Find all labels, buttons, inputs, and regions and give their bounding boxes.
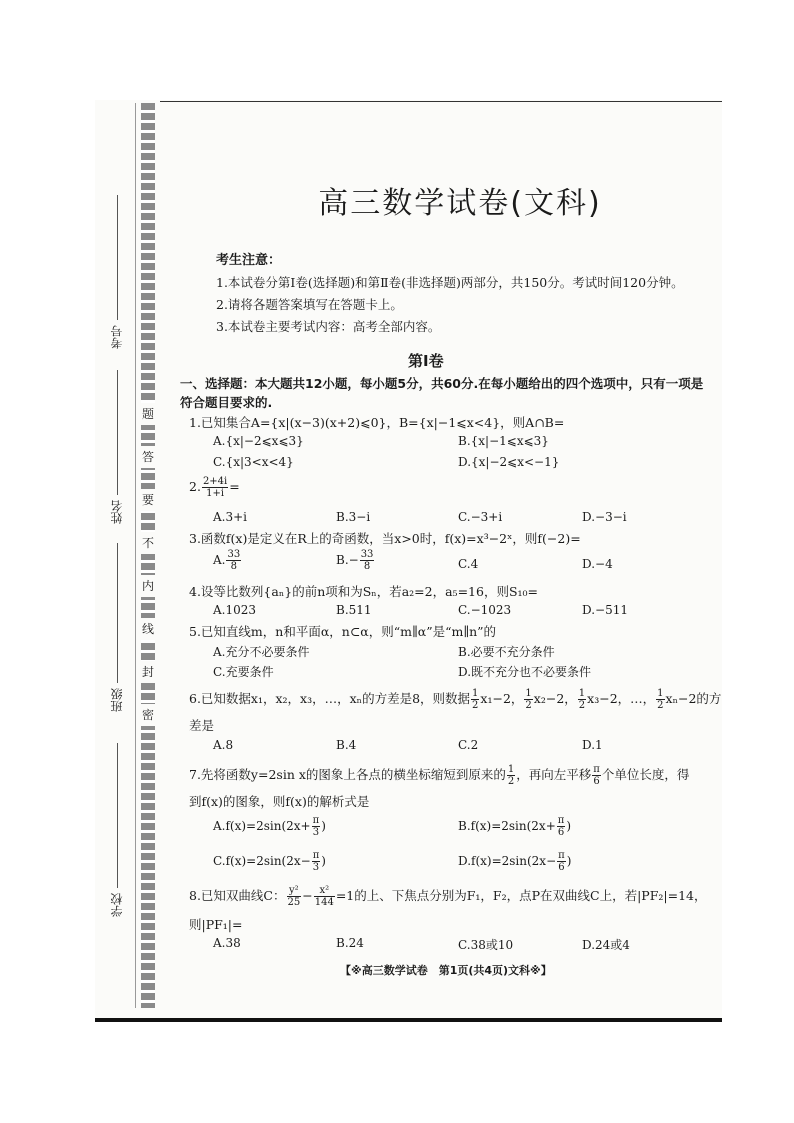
q8-option-a: A.38 — [213, 936, 241, 950]
q6-term-1: x₁−2， — [480, 691, 524, 706]
q7-stem-a: 7.先将函数y=2sin x的图象上各点的横坐标缩短到原来的 — [189, 767, 506, 782]
q4-option-b: B.511 — [336, 603, 372, 617]
q3-option-a-fraction — [226, 549, 241, 572]
q8-option-d: D.24或4 — [582, 938, 630, 952]
q7-option-d — [458, 850, 571, 873]
seal-char: 内 — [141, 575, 155, 597]
q2-option-d: D.−3−i — [582, 510, 627, 524]
q6-half-1 — [471, 688, 479, 711]
q4-option-c: C.−1023 — [458, 603, 512, 617]
q3-option-c: C.4 — [458, 557, 479, 571]
q6-half-2 — [524, 688, 532, 711]
q7-shift — [592, 764, 601, 787]
q7-c-post: ) — [321, 854, 326, 868]
q4-option-a: A.1023 — [213, 603, 257, 617]
q6-term-2: x₂−2， — [533, 691, 577, 706]
q8-post: =1的上、下焦点分别为F₁，F₂，点P在双曲线C上，若|PF₂|=14， — [335, 888, 707, 903]
exam-number-field — [108, 325, 128, 352]
q8-minus: − — [302, 888, 313, 903]
q7-shift-den: 6 — [593, 776, 600, 787]
q6-half-den: 2 — [525, 700, 532, 711]
q6-half-num: 1 — [657, 688, 664, 699]
q7-a-pre: A.f(x)=2sin(2x+ — [213, 819, 311, 833]
seal-char: 不 — [141, 532, 155, 554]
q6-half-den: 2 — [578, 700, 586, 711]
q3-option-b — [336, 549, 375, 572]
q7-a-fraction — [312, 815, 321, 838]
q2-tail: = — [229, 479, 240, 494]
question-2-stem — [189, 476, 240, 499]
q6-option-d: D.1 — [582, 738, 603, 752]
q7-b-num: π — [557, 815, 565, 826]
q8-fraction-2 — [314, 885, 335, 908]
seal-char: 题 — [141, 403, 155, 425]
q7-option-b — [458, 815, 571, 838]
school-field — [108, 893, 128, 920]
q8-f2-den: 144 — [314, 897, 334, 908]
q6-option-a: A.8 — [213, 738, 234, 752]
seal-char: 密 — [141, 704, 155, 726]
top-rule — [160, 101, 722, 102]
q5-option-b: B.必要不充分条件 — [458, 645, 555, 659]
q8-option-b: B.24 — [336, 936, 364, 950]
q1-option-a: A.{x|−2⩽x⩽3} — [213, 434, 304, 448]
exam-number-blank[interactable] — [117, 195, 118, 320]
school-label: 学校 — [110, 893, 124, 917]
q1-option-d: D.{x|−2⩽x<−1} — [458, 455, 560, 469]
q3-option-d: D.−4 — [582, 557, 613, 571]
q6-option-c: C.2 — [458, 738, 479, 752]
q6-half-den: 2 — [472, 700, 479, 711]
notice-item: 2.请将各题答案填写在答题卡上。 — [216, 297, 403, 312]
q7-b-fraction — [557, 815, 566, 838]
q8-f1-den: 25 — [287, 897, 301, 908]
q6-term-3: x₃−2，…， — [587, 691, 656, 706]
question-7-stem — [189, 764, 689, 787]
q6-term-4: xₙ−2的方 — [665, 691, 722, 706]
q6-stem-a: 6.已知数据x₁，x₂，x₃，…，xₙ的方差是8，则数据 — [189, 691, 471, 706]
q7-stem-b: 到f(x)的图象，则f(x)的解析式是 — [189, 794, 370, 809]
q7-option-c — [213, 850, 326, 873]
q7-d-fraction — [557, 850, 566, 873]
q3-option-b-prefix: B.− — [336, 553, 359, 567]
page-footer: 【※高三数学试卷 第1页(共4页)文科※】 — [340, 964, 552, 977]
q6-half-num: 1 — [472, 688, 479, 699]
exam-number-label: 考号 — [110, 325, 124, 349]
q7-b-den: 6 — [557, 827, 565, 838]
q8-stem-b: 则|PF₁|= — [189, 917, 243, 932]
question-4-stem: 4.设等比数列{aₙ}的前n项和为Sₙ，若a₂=2，a₅=16，则S₁₀= — [189, 584, 539, 599]
q6-half-num: 1 — [578, 688, 586, 699]
q7-half-den: 2 — [507, 776, 515, 787]
question-3-stem: 3.函数f(x)是定义在R上的奇函数，当x>0时，f(x)=x³−2ˣ，则f(−2)= — [189, 531, 581, 546]
name-blank[interactable] — [117, 370, 118, 495]
q8-pre: 8.已知双曲线C： — [189, 888, 286, 903]
q7-shift-num: π — [593, 764, 600, 775]
question-8-stem — [189, 885, 706, 908]
q3-option-a-prefix: A. — [213, 553, 226, 567]
q7-d-den: 6 — [558, 862, 565, 873]
q3-b-denominator: 8 — [363, 561, 371, 572]
q3-a-numerator: 33 — [227, 549, 241, 560]
q8-f1-num: y² — [287, 885, 302, 897]
q6-stem-b: 差是 — [189, 718, 215, 733]
q2-option-c: C.−3+i — [458, 510, 503, 524]
q7-b-post: ) — [566, 819, 572, 833]
q5-option-d: D.既不充分也不必要条件 — [458, 665, 592, 679]
q3-a-denominator: 8 — [230, 561, 238, 572]
binding-line — [135, 103, 136, 1008]
scanned-page — [95, 100, 722, 1022]
q1-option-c: C.{x|3<x<4} — [213, 455, 294, 469]
q6-half-3 — [578, 688, 586, 711]
q7-d-num: π — [558, 850, 565, 861]
q7-c-den: 3 — [312, 862, 320, 873]
q2-fraction — [202, 476, 228, 499]
q8-fraction-1 — [287, 885, 302, 908]
binding-strip — [141, 103, 155, 1008]
q6-option-b: B.4 — [336, 738, 357, 752]
question-1-stem: 1.已知集合A={x|(x−3)(x+2)⩽0}，B={x|−1⩽x<4}，则A∩B= — [189, 415, 565, 430]
question-5-stem: 5.已知直线m，n和平面α，n⊂α，则“m∥α”是“m∥n”的 — [189, 624, 497, 639]
q2-numerator: 2+4i — [202, 476, 228, 487]
q7-a-den: 3 — [312, 827, 320, 838]
class-field — [108, 688, 128, 715]
q3-option-b-fraction — [360, 549, 375, 572]
class-label: 班级 — [110, 688, 124, 712]
question-6-stem — [189, 688, 721, 711]
seal-char: 答 — [141, 446, 155, 468]
q7-b-pre: B.f(x)=2sin(2x+ — [458, 819, 556, 833]
notice-item: 1.本试卷分第Ⅰ卷(选择题)和第Ⅱ卷(非选择题)两部分，共150分。考试时间120分钟。 — [216, 275, 684, 290]
q2-number: 2. — [189, 479, 201, 494]
seal-char: 封 — [141, 661, 155, 683]
q7-c-num: π — [312, 850, 320, 861]
volume-heading: 第Ⅰ卷 — [408, 352, 444, 370]
q6-half-den: 2 — [657, 700, 664, 711]
q7-d-post: ) — [566, 854, 572, 868]
q8-option-c: C.38或10 — [458, 938, 514, 952]
q7-d-pre: D.f(x)=2sin(2x− — [458, 854, 557, 868]
exam-title: 高三数学试卷(文科) — [318, 186, 602, 221]
name-field — [108, 500, 128, 527]
q6-half-4 — [656, 688, 664, 711]
q7-a-post: ) — [321, 819, 326, 833]
notice-item: 3.本试卷主要考试内容：高考全部内容。 — [216, 319, 441, 334]
notice-heading: 考生注意： — [216, 253, 282, 268]
notice-block — [216, 250, 684, 338]
school-blank[interactable] — [117, 743, 118, 888]
q6-half-num: 1 — [525, 688, 532, 699]
q1-option-b: B.{x|−1⩽x⩽3} — [458, 434, 549, 448]
q8-f2-num: x² — [314, 885, 335, 897]
name-label: 姓名 — [110, 500, 124, 524]
section-heading: 一、选择题：本大题共12小题，每小题5分，共60分.在每小题给出的四个选项中，只有一项是符合题目要求的. — [180, 376, 704, 410]
q3-b-numerator: 33 — [360, 549, 374, 560]
q4-option-d: D.−511 — [582, 603, 628, 617]
q7-stem-end: 个单位长度，得 — [601, 767, 690, 782]
q7-stem-mid: ，再向左平移 — [516, 767, 592, 782]
q7-half-num: 1 — [507, 764, 515, 775]
q7-option-a — [213, 815, 326, 838]
q7-a-num: π — [312, 815, 320, 826]
q2-option-a: A.3+i — [213, 510, 248, 524]
q5-option-c: C.充要条件 — [213, 665, 274, 679]
q7-c-pre: C.f(x)=2sin(2x− — [213, 854, 311, 868]
q7-c-fraction — [312, 850, 321, 873]
q7-half — [507, 764, 515, 787]
bottom-rule — [95, 1018, 722, 1022]
q2-denominator: 1+i — [206, 488, 225, 499]
q3-option-a — [213, 549, 242, 572]
q2-option-b: B.3−i — [336, 510, 371, 524]
seal-char: 要 — [141, 489, 155, 511]
q5-option-a: A.充分不必要条件 — [213, 645, 310, 659]
seal-char: 线 — [141, 618, 155, 640]
class-blank[interactable] — [117, 543, 118, 683]
